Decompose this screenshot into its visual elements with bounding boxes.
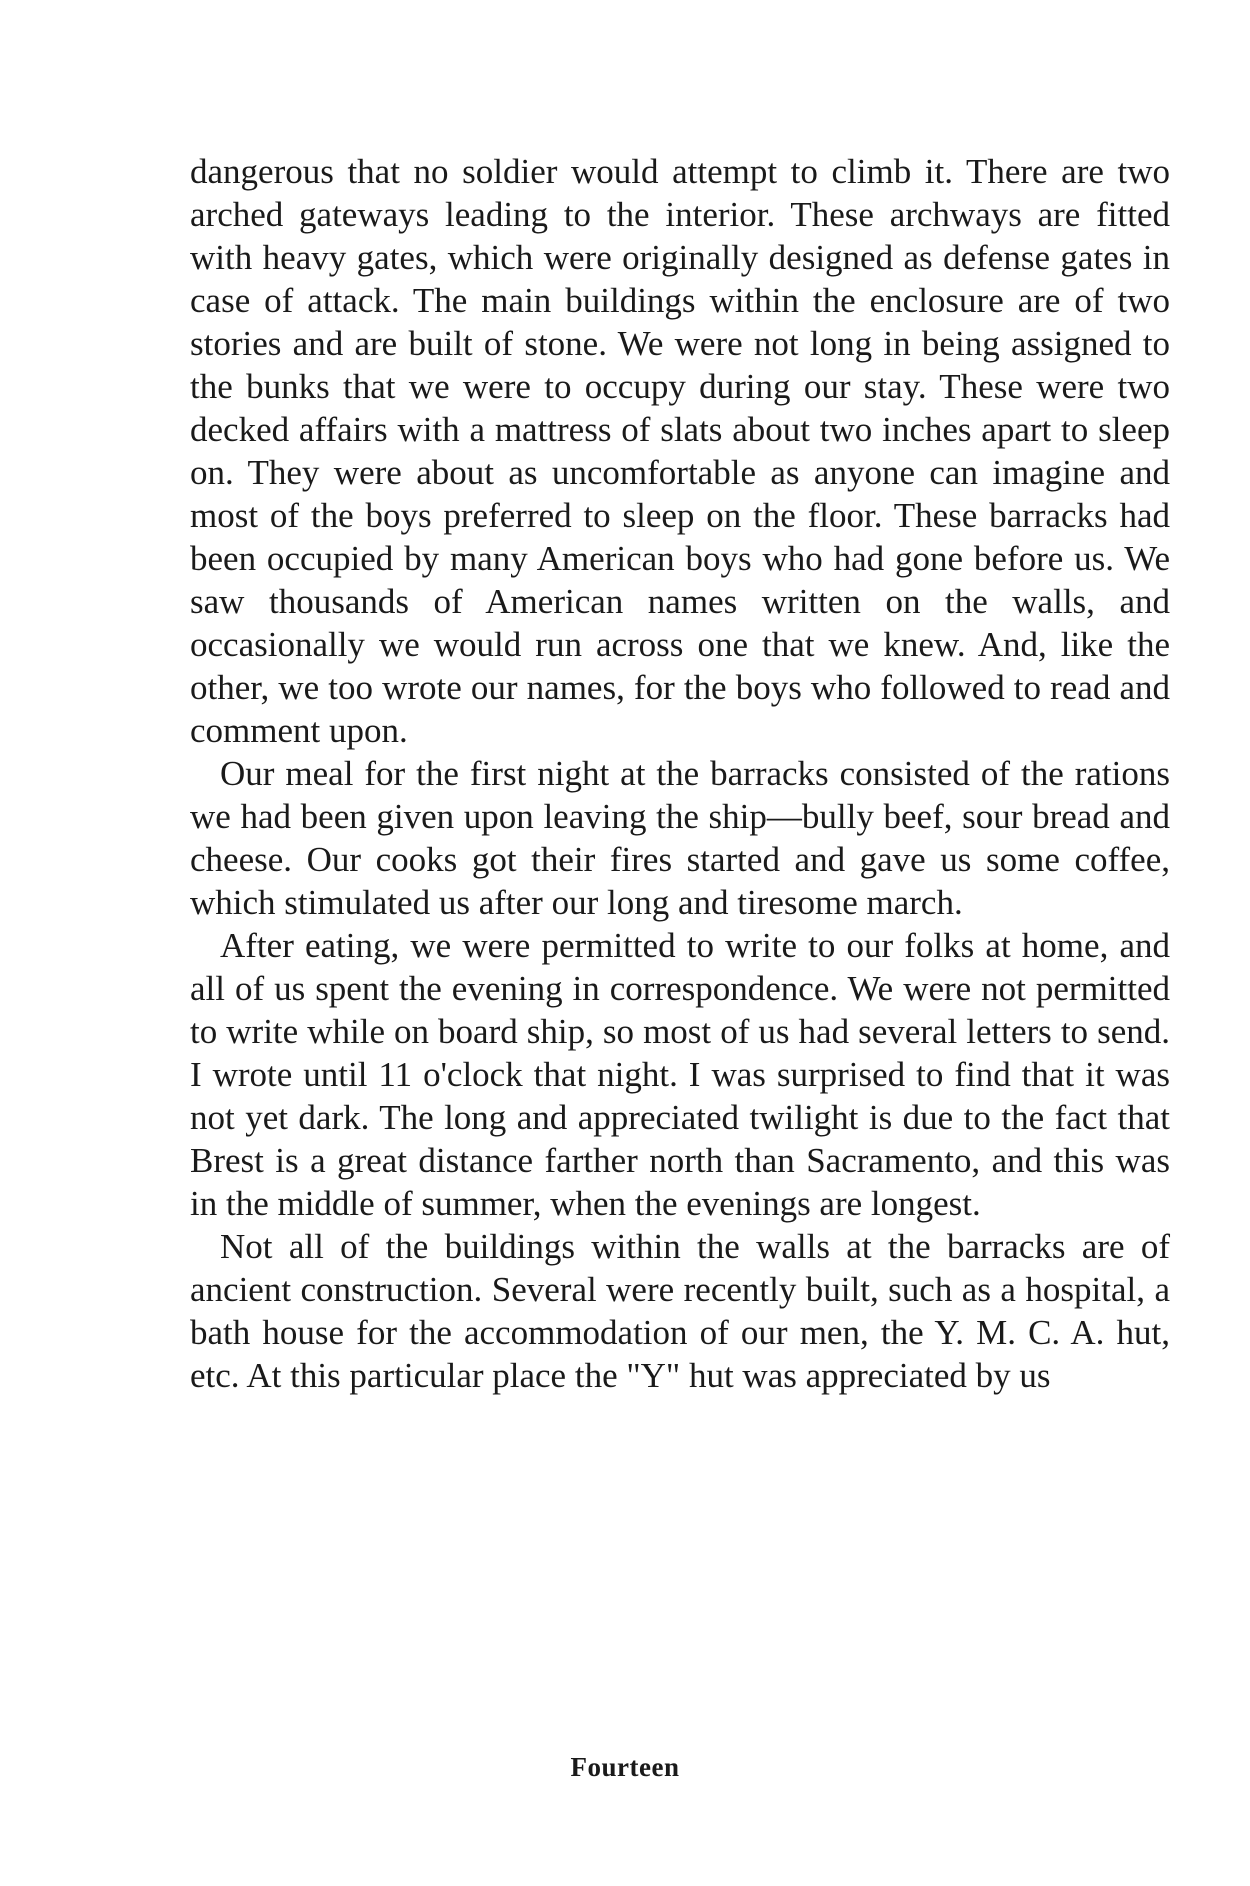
paragraph-letters-home: After eating, we were permitted to write to our folks at home, and all of us spent the evening in correspondence. We were not permitted to write while on board ship, so most of us had several letters to send. I wrote until 11 o'clock that night. I was surprised to find that it was not yet dark. The long and appreciated twilight is due to the fact that Brest is a great distance farther north than Sacramento, and this was in the middle of summer, when the evenings are longest. (190, 926, 1170, 1223)
body-text (190, 150, 1170, 1397)
paragraph-barracks-description: dangerous that no soldier would attempt to climb it. There are two arched gateways leading to the interior. These archways are fitted with heavy gates, which were originally designed as defense gates in case of attack. The main buildings within the enclosure are of two stories and are built of stone. We were not long in being assigned to the bunks that we were to occupy during our stay. These were two decked affairs with a mattress of slats about two inches apart to sleep on. They were about as uncomfortable as anyone can imagine and most of the boys preferred to sleep on the floor. These barracks had been occupied by many American boys who had gone before us. We saw thousands of American names written on the walls, and occasionally we would run across one that we knew. And, like the other, we too wrote our names, for the boys who followed to read and comment upon. (190, 152, 1170, 750)
page-number: Fourteen (570, 1752, 680, 1782)
paragraph-first-meal: Our meal for the first night at the barracks consisted of the rations we had been given upon leaving the ship—bully beef, sour bread and cheese. Our cooks got their fires started and gave us some coffee, which stimulated us after our long and tiresome march. (190, 754, 1170, 922)
paragraph-new-buildings: Not all of the buildings within the walls at the barracks are of ancient construction. Several were recently built, such as a hospital, a bath house for the accommodation of our men, the Y. M. C. A. hut, etc. At this particular place the "Y" hut was appreciated by us (190, 1227, 1170, 1395)
